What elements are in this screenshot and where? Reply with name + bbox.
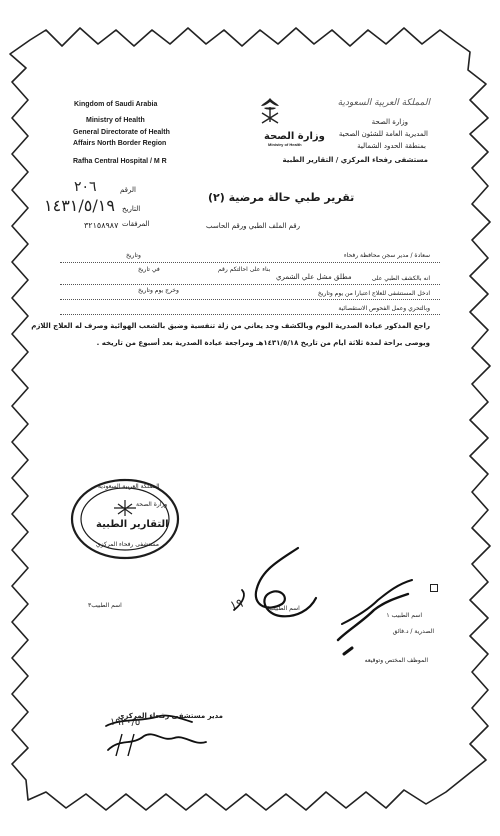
- region-ar: بمنطقة الحدود الشمالية: [357, 142, 426, 150]
- doctor1-label: اسم الطبيب ١: [386, 612, 422, 619]
- report-title: تقرير طبي حالة مرضية (٢): [208, 191, 355, 204]
- file-number: ٣٢١٥٨٩٨٧: [84, 221, 119, 230]
- and-date-1: وتاريخ: [126, 252, 141, 259]
- employee-label: الموظف المختص وتوقيعه: [364, 657, 428, 664]
- number-label: الرقم: [120, 186, 136, 194]
- ministry-ar: وزارة الصحة: [371, 118, 408, 126]
- hospital-ar: مستشفى رفحاء المركزي / التقارير الطبية: [282, 156, 428, 164]
- directorate-en-1: General Directorate of Health: [73, 129, 170, 136]
- investigations-line: وبالتحري وعمل الفحوص الاستقصائية: [338, 305, 430, 312]
- discharge-line: وخرج يوم وتاريخ: [138, 287, 179, 294]
- doctor2-signature-icon: [220, 540, 330, 630]
- directorate-en-2: Affairs North Border Region: [73, 140, 167, 147]
- ministry-en: Ministry of Health: [86, 117, 145, 124]
- kingdom-ar: المملكة العربية السعودية: [337, 98, 430, 108]
- admission-line: ادخل المستشفى للعلاج اعتبارا من يوم وتاريخ: [317, 290, 430, 297]
- directorate-ar: المديرية العامة للشئون الصحية: [338, 130, 428, 138]
- doctor1-specialty: الصدرية / د.فائق: [392, 628, 434, 635]
- number-handwritten: ٢٠٦: [74, 179, 97, 195]
- attachments-label: المرفقات: [122, 220, 150, 228]
- dotted-line-3: [60, 299, 440, 300]
- exam-line: انه بالكشف الطبي على: [371, 275, 430, 282]
- handwritten-mark: ١٩٢٠/٥: [110, 717, 141, 728]
- report-body-2: ويوصى براحة لمدة ثلاثة ايام من تاريخ ١٤٣١/٥/١٨هـ ومراجعة عيادة الصدرية بعد أسبوع من تاريخه .: [96, 339, 430, 347]
- checkbox-square: [430, 584, 438, 592]
- stamp-ministry-text: وزارة الصحة: [136, 501, 168, 508]
- stamp-reports-text: التقارير الطبية: [96, 519, 169, 530]
- doctor2-label: اسم الطبيب٢: [266, 605, 300, 612]
- ministry-en-logo: Ministry of Health: [268, 142, 302, 147]
- stamp-bottom-text: مستشفى رفحاء المركزي: [96, 541, 160, 548]
- ministry-ar-logo: وزارة الصحة: [264, 131, 325, 142]
- director-label: مدير مستشفى رفحاء المركزي: [118, 712, 224, 720]
- on-date: في تاريخ: [138, 266, 160, 273]
- file-line: رقم الملف الطبي ورقم الحاسب: [206, 222, 300, 230]
- saudi-emblem-icon: [257, 96, 283, 126]
- dotted-line-1: [60, 262, 440, 263]
- kingdom-en: Kingdom of Saudi Arabia: [74, 101, 158, 108]
- doctor3-label: اسم الطبيب٣: [88, 602, 122, 609]
- dotted-line-4: [60, 314, 440, 315]
- request-line: بناء على احالتكم رقم: [218, 266, 271, 273]
- date-label: التاريخ: [122, 205, 141, 213]
- hospital-en: Rafha Central Hospital / M R: [73, 158, 167, 165]
- report-body-1: راجع المذكور عيادة الصدرية اليوم وبالكشف وجد يعاني من زلة تنفسية وضيق بالشعب الهوائية وصرف له العلاج اللازم: [31, 322, 430, 330]
- addressee-line: سعادة / مدير سجن محافظة رفحاء: [343, 252, 430, 259]
- handwritten-date: ١٩: [228, 595, 245, 613]
- stamp-top-text: المملكة العربية السعودية: [98, 483, 160, 490]
- patient-name: مطلق مشل علي الشمري: [276, 273, 352, 281]
- dotted-line-2: [60, 284, 440, 285]
- date-handwritten: ١٤٣١/٥/١٩: [44, 196, 115, 215]
- official-stamp: [70, 478, 180, 560]
